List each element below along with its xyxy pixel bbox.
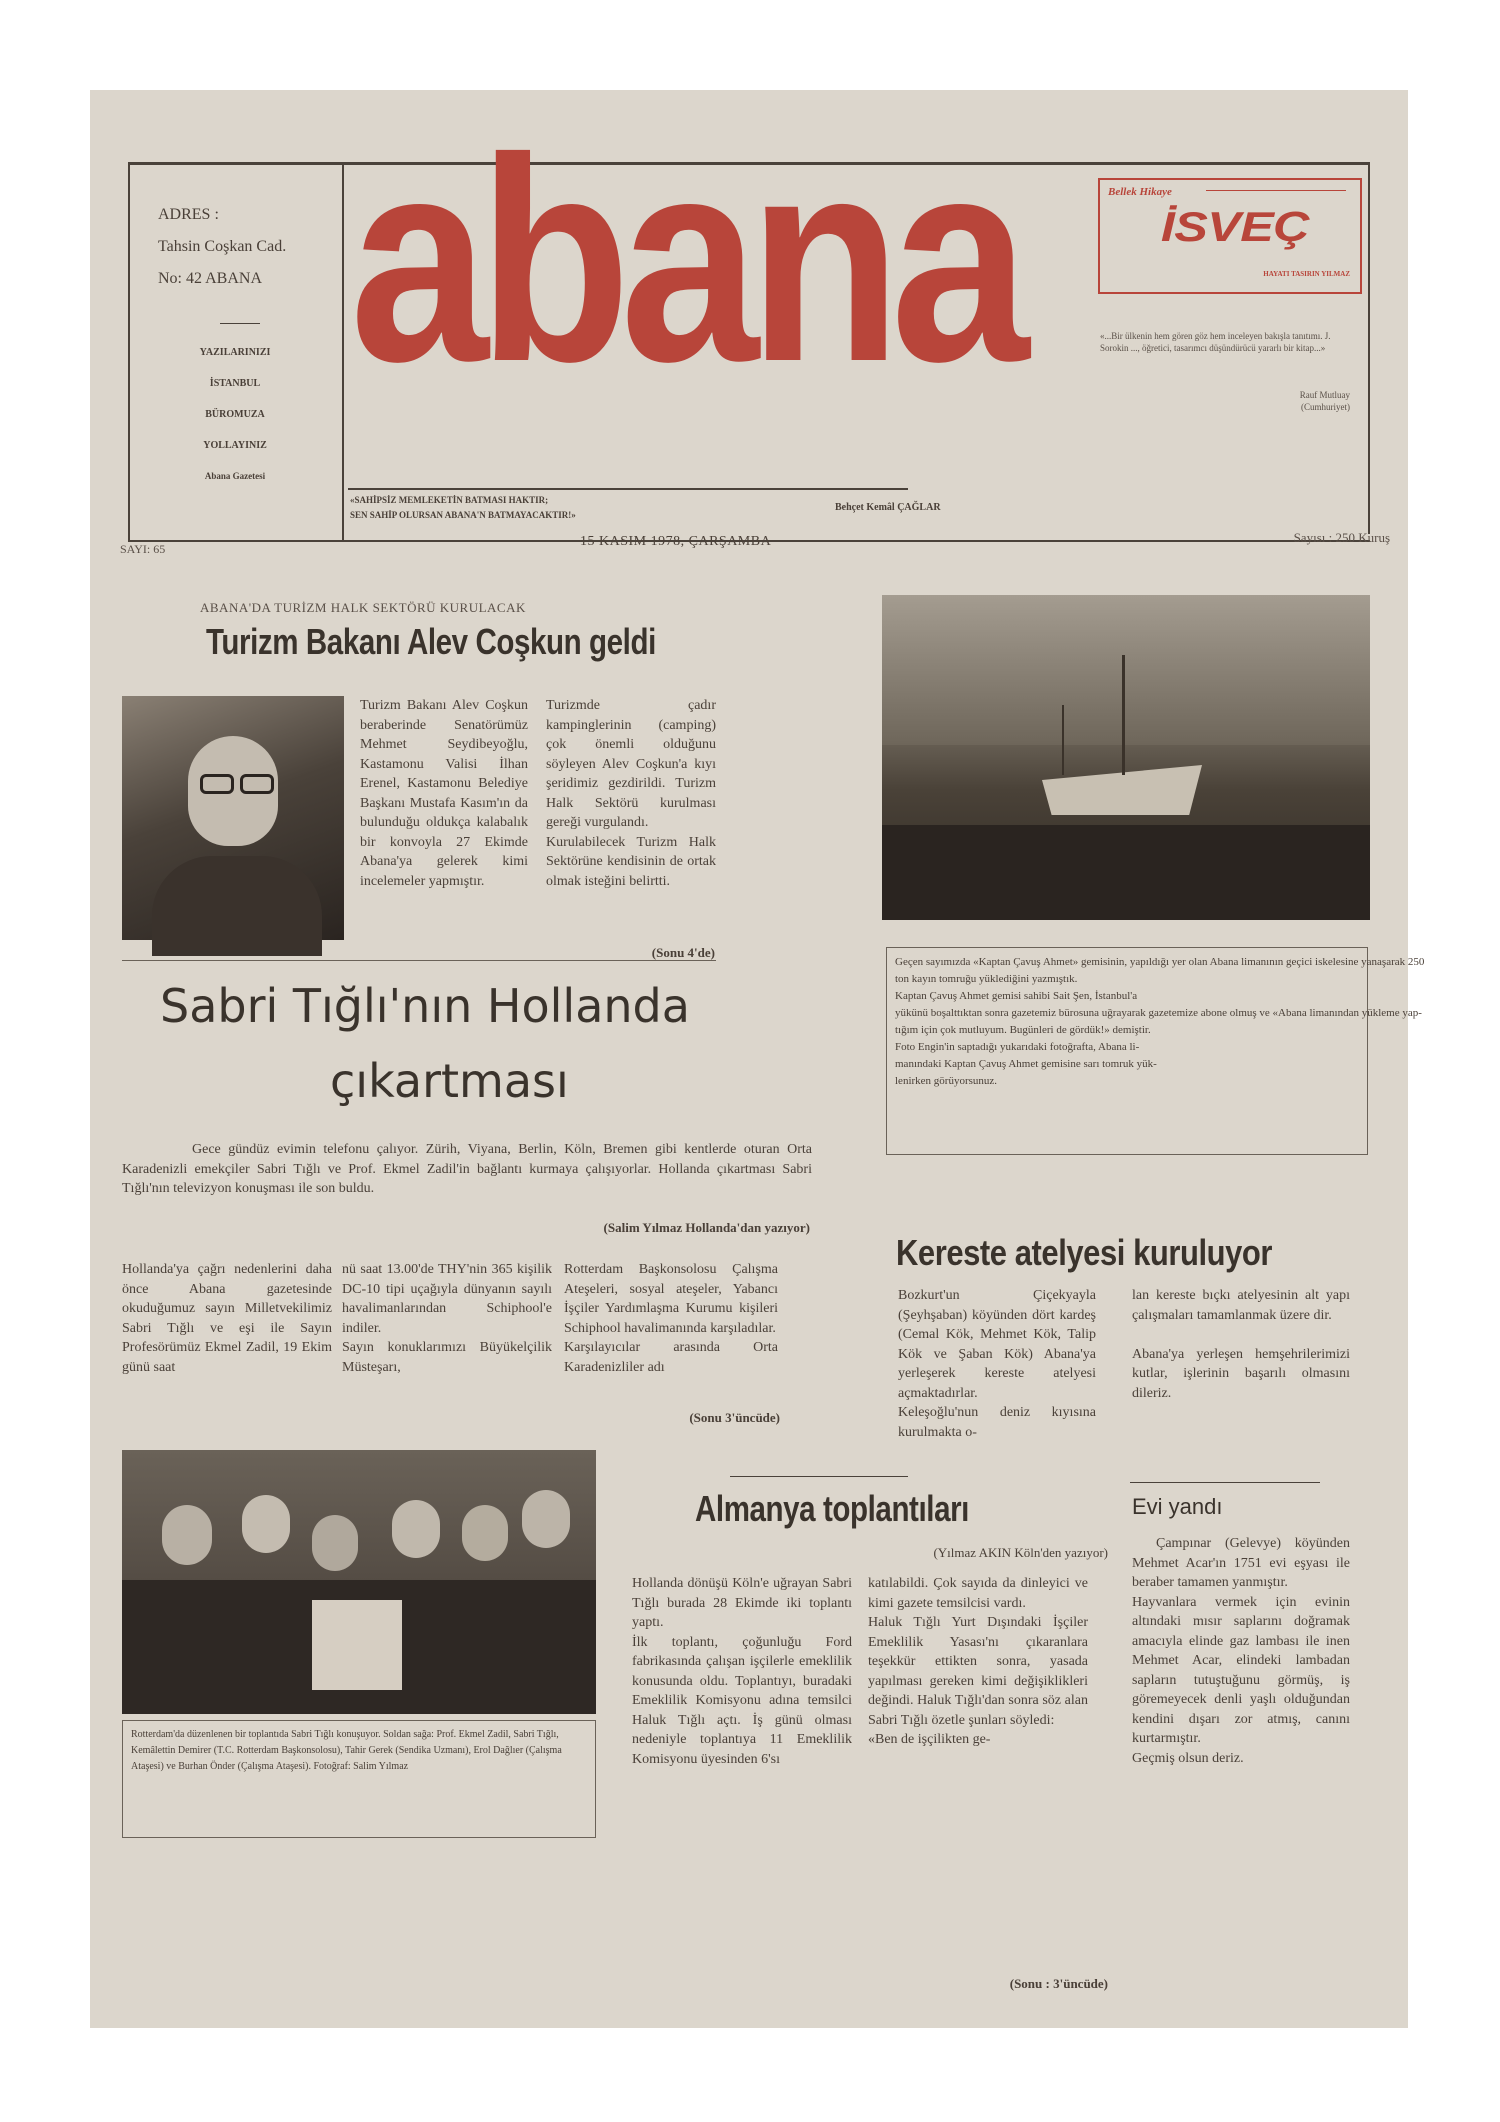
almanya-continued: (Sonu : 3'üncüde) [1009,1976,1108,1991]
ship-caption-line: Geçen sayımızda «Kaptan Çavuş Ahmet» gemisinin, yapıldığı yer olan Abana limanının geçici iskelesine yanaşarak 250 [895,956,1425,968]
rotterdam-meeting-photo [122,1450,596,1714]
address-block [158,199,333,295]
slogan-line: SEN SAHİP OLURSAN ABANA'N BATMAYACAKTIR!» [350,510,576,520]
ship-caption [886,947,1425,1155]
tourism-headline: Turizm Bakanı Alev Coşkun geldi [206,621,656,662]
almanya-column-1: Hollanda dönüşü Köln'e uğrayan Sabri Tığlı burada 28 Ekimde iki toplantı yaptı. İlk toplantı, çoğunluğu Ford fabrikasında çalışan işçilerle emeklilik konusunda oldu. Toplantıyı, buradaki Emeklilik Komisyonu adına temsilci Haluk Tığlı açtı. İş günü olması nedeniyle toplantıya 11 Emeklilik Komisyonu üyesinden 6'sı [632,1576,852,1767]
meeting-caption: Rotterdam'da düzenlenen bir toplantıda Sabri Tığlı konuşuyor. Soldan sağa: Prof. Ekmel Zadil, Sabri Tığlı, Kemâlettin Demirer (T.C. Rotterdam Başkonsolosu), Tahir Gerek (Sendika Uzmanı), Erol Dağlıer (Çalışma Ataşesi) ve Burhan Önder (Çalışma Ataşesi). Fotoğraf: Salim Yılmaz [122,1720,596,1838]
office-block [150,337,320,492]
ad-kicker: Bellek Hikaye [1108,186,1172,198]
tourism-continued: (Sonu 4'de) [651,945,715,960]
tourism-column-2: Turizmde çadır kampinglerinin (camping) çok önemli olduğunu söyleyen Alev Coşkun'a kıyı şeridimiz gezdirildi. Turizm Halk Sektörü kurulması gereği vurgulandı. Kurulabilecek Turizm Halk Sektörüne kendisinin de ortak olmak isteğini belirtti. [546,698,716,889]
tourism-kicker: ABANA'DA TURİZM HALK SEKTÖRÜ KURULACAK [200,600,526,615]
holland-lead: Gece gündüz evimin telefonu çalıyor. Zürih, Viyana, Berlin, Köln, Bremen gibi kentlerde oturan Orta Karadenizli emekçiler Sabri Tığlı ve Prof. Ekmel Zadil'in bağlantı kurmaya çalışıyorlar. Hollanda çıkartması Sabri Tığlı'nın televizyon konuşması ile son buldu. [122,1142,812,1196]
office-line: YAZILARINIZI [199,347,271,358]
address-line: Tahsin Coşkan Cad. [158,238,287,255]
holland-headline-line1: Sabri Tığlı'nın Hollanda [160,979,690,1033]
issue-number: SAYI: 65 [120,542,166,556]
issue-price: Sayısı : 250 Kuruş [1293,530,1390,545]
almanya-top-rule [730,1476,908,1477]
office-line: YOLLAYINIZ [203,440,267,451]
kereste-column-2: lan kereste bıçkı atelyesinin alt yapı çalışmaları tamamlanmak üzere dir. Abana'ya yerleşen hemşehrilerimizi kutlar, işlerinin başarılı olmasını dileriz. [1132,1288,1350,1401]
kereste-column-1: Bozkurt'un Çiçekyayla (Şeyhşaban) köyünden dört kardeş (Cemal Kök, Mehmet Kök, Talip Kök ve Şaban Kök) Abana'ya yerleşerek kereste atelyesi açmaktadırlar. Keleşoğlu'nun deniz kıyısına kurulmakta o- [898,1288,1096,1440]
ship-caption-line: Foto Engin'in saptadığı yukarıdaki fotoğrafta, Abana li- [895,1041,1140,1053]
address-divider [220,323,260,324]
almanya-headline: Almanya toplantıları [695,1488,969,1529]
ad-quote-source: (Cumhuriyet) [1301,402,1350,412]
evi-headline: Evi yandı [1132,1494,1223,1519]
slogan [350,493,770,523]
office-line: BÜROMUZA [205,409,265,420]
ad-quote-author: Rauf Mutluay [1299,390,1350,400]
ship-caption-line: Kaptan Çavuş Ahmet gemisi sahibi Sait Şen, İstanbul'a [895,990,1138,1002]
kereste-headline: Kereste atelyesi kuruluyor [896,1232,1273,1273]
address-line: No: 42 ABANA [158,270,263,287]
ad-quote: «...Bir ülkenin hem gören göz hem inceleyen bakışla tanıtımı. J. Sorokin ..., öğretici, tasarımcı düşündürücü yararlı bir kitap...» [1100,331,1331,353]
holland-continued: (Sonu 3'üncüde) [689,1410,780,1425]
ad-title: İSVEÇ [1160,203,1310,250]
almanya-column-2: katılabildi. Çok sayıda da dinleyici ve kimi gazete temsilcisi vardı. Haluk Tığlı Yurt Dışındaki İşçiler Emeklilik Yasası'nı çıkaranlara teşekkür ettikten sonra, yasada yapılması gereken kimi değişiklikleri değindi. Haluk Tığlı'dan sonra söz alan Sabri Tığlı özetle şunları söyledi: «Ben de işçilikten ge- [868,1576,1088,1747]
masthead-right-rule [1368,162,1370,534]
ad-rule [1206,190,1346,191]
ship-caption-line: tığım için çok mutluyum. Bugünleri de gördük!» demiştir. [895,1024,1151,1036]
office-line: İSTANBUL [209,378,261,389]
ship-caption-line: lenirken görüyorsunuz. [895,1075,998,1087]
logo-area [350,98,1020,450]
ad-author: HAYATI TASIRIN YILMAZ [1263,270,1350,278]
newspaper-page [90,90,1425,2028]
minister-portrait [122,696,344,940]
slogan-rule [348,488,908,490]
almanya-byline: (Yılmaz AKIN Köln'den yazıyor) [933,1545,1108,1560]
holland-column-1: Hollanda'ya çağrı nedenlerini daha önce Abana gazetesinde okuduğumuz sayın Milletvekilimiz Sabri Tığlı ve eşi ile Sayın Profesörümüz Ekmel Zadil, 19 Ekim günü saat [122,1262,332,1375]
evi-top-rule [1130,1482,1320,1483]
issue-date: 15 KASIM 1978, ÇARŞAMBA [580,534,772,549]
holland-byline: (Salim Yılmaz Hollanda'dan yazıyor) [603,1220,810,1235]
slogan-author: Behçet Kemâl ÇAĞLAR [835,502,941,513]
harbor-ship-photo [882,595,1370,920]
book-ad-box [1098,178,1362,294]
office-line: Abana Gazetesi [204,471,266,481]
address-line: ADRES : [158,206,219,223]
newspaper-logo: abana [350,98,1020,422]
ship-caption-line: yükünü boşalttıktan sonra gazetemiz bürosuna uğrayarak gazetemize abone olmuş ve «Abana limanından yükleme yap- [895,1007,1422,1019]
evi-text: Çampınar (Gelevye) köyünden Mehmet Acar'ın 1751 evi eşyası ile beraber tamamen yanmıştır. Hayvanlara vermek için evinin altındaki mısır saplarını doğramak amacıyla elinde gaz lambası ile inen Mehmet Acar, elindeki lambadan sapların tutuştuğunu görmüş, iş göremeyecek denli yaşlı olduğundan kendini dışarı zor atmış, canını kurtarmıştır. Geçmiş olsun deriz. [1132,1536,1350,1766]
address-box [130,165,344,540]
ship-caption-line: manındaki Kaptan Çavuş Ahmet gemisine sarı tomruk yük- [895,1058,1157,1070]
slogan-line: «SAHİPSİZ MEMLEKETİN BATMASI HAKTIR; [350,495,549,505]
tourism-column-1: Turizm Bakanı Alev Coşkun beraberinde Senatörümüz Mehmet Seydibeyoğlu, Kastamonu Valisi İlhan Erenel, Kastamonu Belediye Başkanı Mustafa Kasım'ın da bulunduğu oldukça kalabalık bir konvoyla 27 Ekimde Abana'ya gelerek kimi incelemeler yapmıştır. [360,698,528,889]
holland-headline-line2: çıkartması [330,1054,569,1108]
ship-caption-line: ton kayın tomruğu yüklediğini yazmıştık. [895,973,1078,985]
holland-column-3: Rotterdam Başkonsolosu Çalışma Ateşeleri, sosyal ateşeler, Yabancı İşçiler Yardımlaşma Kurumu kişileri Schiphool havalimanında karşıladılar. Karşılayıcılar arasında Orta Karadenizliler adı [564,1262,778,1375]
holland-column-2: nü saat 13.00'de THY'nin 365 kişilik DC-10 tipi uçağıyla dünyanın sayılı havalimanlarından Schiphool'e indiler. Sayın konuklarımızı Büyükelçilik Müsteşarı, [342,1262,552,1375]
